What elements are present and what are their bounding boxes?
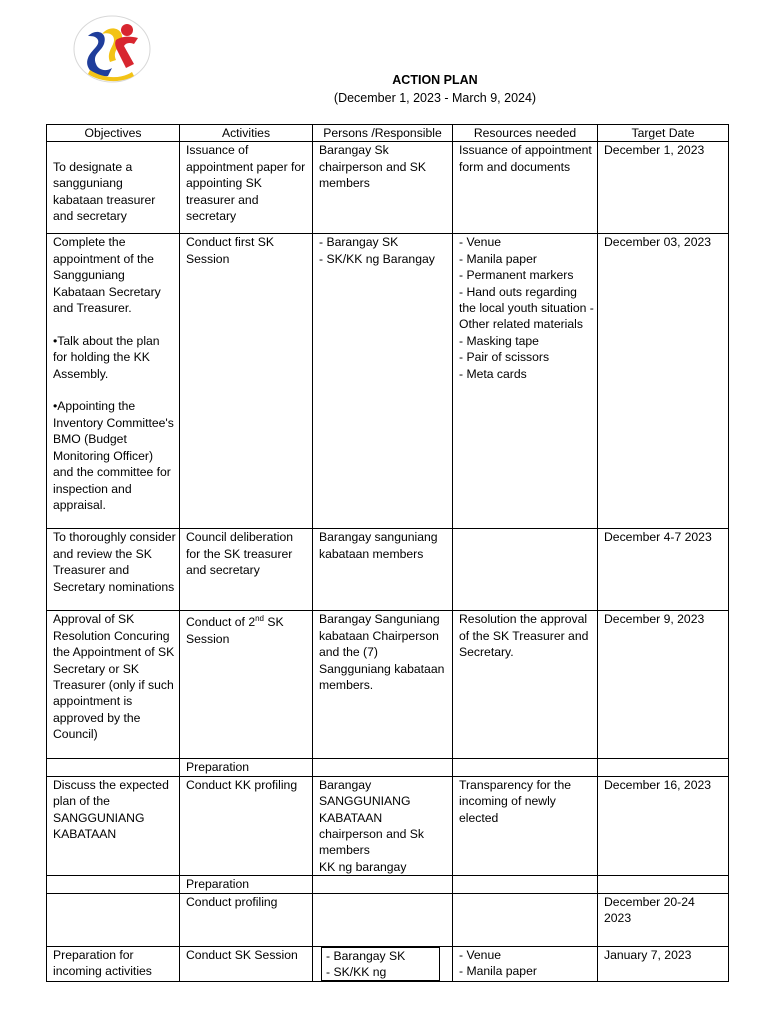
cell-persons — [313, 876, 453, 893]
cell-objective: Complete the appointment of the Sangguniang Kabataan Secretary and Treasurer. •Talk about the plan for holding the KK Assembly. •Appointing the Inventory Committee's BMO (Budget Monitoring Officer) and the committee for inspection and appraisal. — [47, 234, 180, 529]
activity-text-suffix: SK Session — [186, 615, 284, 646]
cell-objective: Approval of SK Resolution Concuring the Appointment of SK Secretary or SK Treasurer (only if such appointment is approved by the Council) — [47, 611, 180, 759]
cell-target-date — [598, 759, 729, 776]
cell-resources: Resolution the approval of the SK Treasurer and Secretary. — [453, 611, 598, 759]
persons-boxed-text: - Barangay SK - SK/KK ng — [321, 947, 440, 982]
document-title: ACTION PLAN — [392, 73, 478, 87]
cell-target-date: December 20-24 2023 — [598, 893, 729, 946]
table-row — [47, 611, 729, 759]
cell-resources — [453, 759, 598, 776]
cell-activity: Conduct profiling — [180, 893, 313, 946]
cell-objective — [47, 759, 180, 776]
cell-target-date: December 16, 2023 — [598, 776, 729, 875]
header-target-date: Target Date — [598, 125, 729, 142]
cell-objective — [47, 876, 180, 893]
activity-text: Conduct of 2 — [186, 615, 256, 630]
table-row — [47, 234, 729, 529]
header-objectives: Objectives — [47, 125, 180, 142]
cell-persons: Barangay Sk chairperson and SK members — [313, 142, 453, 234]
cell-activity: Preparation — [180, 759, 313, 776]
cell-resources — [453, 876, 598, 893]
cell-target-date: December 9, 2023 — [598, 611, 729, 759]
cell-target-date: December 03, 2023 — [598, 234, 729, 529]
header-activities: Activities — [180, 125, 313, 142]
cell-activity — [180, 611, 313, 759]
cell-target-date — [598, 876, 729, 893]
table-header-row — [47, 125, 729, 142]
header-persons-responsible: Persons /Responsible — [313, 125, 453, 142]
cell-activity: Conduct first SK Session — [180, 234, 313, 529]
ordinal-suffix: nd — [255, 614, 265, 624]
table-row — [47, 893, 729, 946]
cell-objective: To designate a sangguniang kabataan treasurer and secretary — [47, 142, 180, 234]
cell-persons: Barangay sanguniang kabataan members — [313, 529, 453, 611]
cell-resources: - Venue - Manila paper — [453, 946, 598, 982]
table-row — [47, 529, 729, 611]
cell-activity: Preparation — [180, 876, 313, 893]
cell-persons — [313, 946, 453, 982]
cell-persons: - Barangay SK - SK/KK ng Barangay — [313, 234, 453, 529]
cell-activity: Council deliberation for the SK treasurer and secretary — [180, 529, 313, 611]
cell-objective: To thoroughly consider and review the SK Treasurer and Secretary nominations — [47, 529, 180, 611]
cell-activity: Conduct KK profiling — [180, 776, 313, 875]
header-resources-needed: Resources needed — [453, 125, 598, 142]
cell-target-date: December 1, 2023 — [598, 142, 729, 234]
cell-target-date: January 7, 2023 — [598, 946, 729, 982]
cell-resources — [453, 893, 598, 946]
cell-resources: Issuance of appointment form and documents — [453, 142, 598, 234]
action-plan-table — [46, 124, 729, 982]
document-date-range: (December 1, 2023 - March 9, 2024) — [333, 91, 537, 105]
table-row — [47, 946, 729, 982]
cell-resources — [453, 529, 598, 611]
cell-persons: Barangay Sanguniang kabataan Chairperson and the (7) Sangguniang kabataan members. — [313, 611, 453, 759]
cell-activity: Conduct SK Session — [180, 946, 313, 982]
cell-objective — [47, 893, 180, 946]
cell-resources: Transparency for the incoming of newly elected — [453, 776, 598, 875]
table-row — [47, 876, 729, 893]
table-row — [47, 776, 729, 875]
cell-activity: Issuance of appointment paper for appointing SK treasurer and secretary — [180, 142, 313, 234]
table-row — [47, 759, 729, 776]
cell-resources: - Venue - Manila paper - Permanent markers - Hand outs regarding the local youth situation - Other related materials - Masking tape - Pair of scissors - Meta cards — [453, 234, 598, 529]
cell-persons: Barangay SANGGUNIANG KABATAAN chairperson and Sk members KK ng barangay — [313, 776, 453, 875]
cell-persons — [313, 893, 453, 946]
cell-target-date: December 4-7 2023 — [598, 529, 729, 611]
cell-objective: Discuss the expected plan of the SANGGUNIANG KABATAAN — [47, 776, 180, 875]
cell-persons — [313, 759, 453, 776]
cell-objective: Preparation for incoming activities — [47, 946, 180, 982]
table-row — [47, 142, 729, 234]
